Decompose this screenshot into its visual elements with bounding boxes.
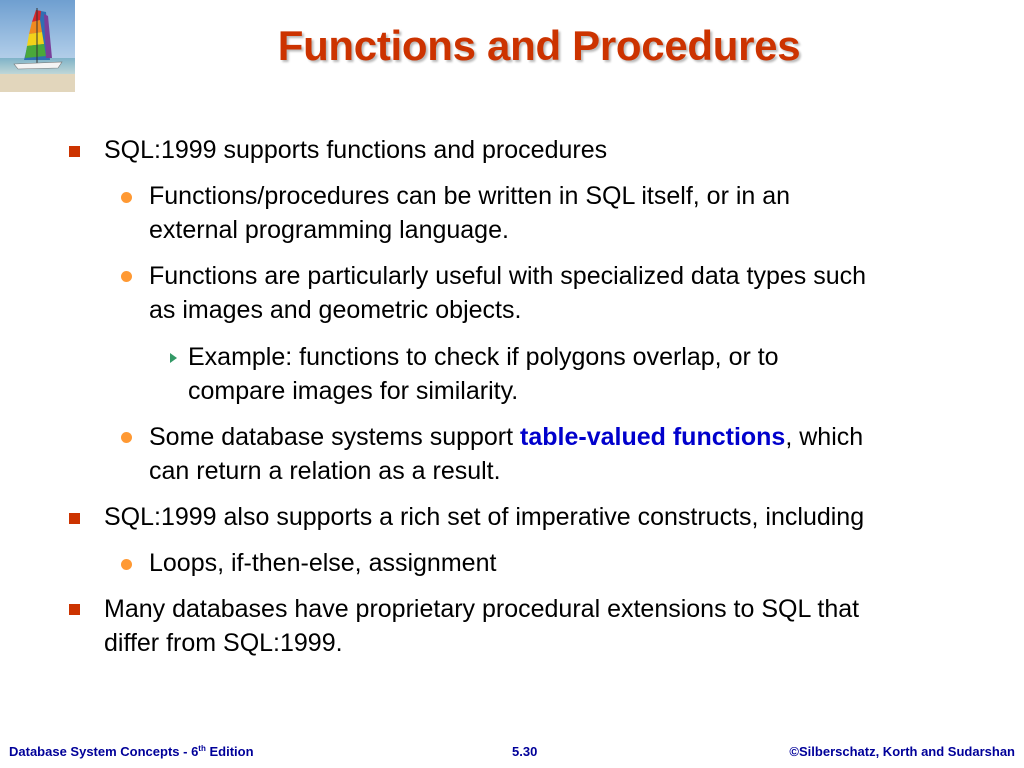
footer-book-title-end: Edition [205,744,254,759]
bullet-text: SQL:1999 supports functions and procedures [104,136,608,164]
bullet-text-start: Some database systems support [149,423,521,451]
square-bullet-icon [69,146,80,157]
bullet-text-continued: compare images for similarity. [188,377,519,405]
bullet-text-continued: differ from SQL:1999. [104,629,343,657]
triangle-bullet-icon [170,353,177,363]
slide-title: Functions and Procedures [277,22,801,69]
footer-book-title [9,744,254,759]
emphasized-term: table-valued functions [520,423,786,451]
bullet-text: Loops, if-then-else, assignment [149,549,497,577]
footer-book-title-superscript: th [198,744,206,753]
bullet-text [149,420,863,454]
bullet-text: Many databases have proprietary procedural extensions to SQL that [104,595,860,623]
circle-bullet-icon [121,559,132,570]
bullet-text-continued: can return a relation as a result. [149,457,501,485]
footer-copyright: ©Silberschatz, Korth and Sudarshan [789,744,1015,759]
footer-book-title-start: Database System Concepts - 6 [9,744,199,759]
bullet-text: Example: functions to check if polygons overlap, or to [188,343,779,371]
bullet-text-end: , which [785,423,864,451]
footer-page-number: 5.30 [512,744,538,759]
bullet-text: Functions are particularly useful with specialized data types such [149,262,867,290]
square-bullet-icon [69,513,80,524]
bullet-text-continued: external programming language. [149,216,509,244]
bullet-text: Functions/procedures can be written in SQL itself, or in an [149,182,791,210]
circle-bullet-icon [121,432,132,443]
circle-bullet-icon [121,192,132,203]
circle-bullet-icon [121,271,132,282]
bullet-text: SQL:1999 also supports a rich set of imperative constructs, including [104,503,865,531]
bullet-text-continued: as images and geometric objects. [149,296,522,324]
square-bullet-icon [69,604,80,615]
